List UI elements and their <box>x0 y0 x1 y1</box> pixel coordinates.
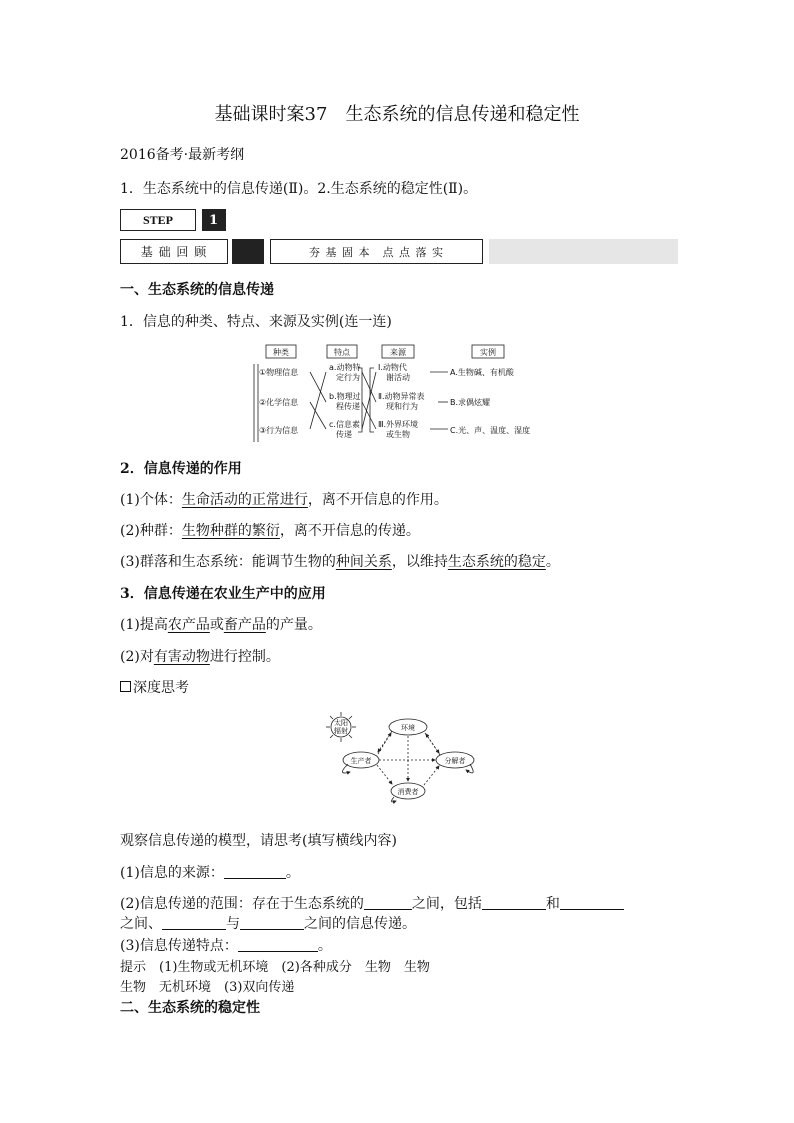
feature-b-1: b.物理过 <box>329 392 361 401</box>
q2-blank-3[interactable] <box>560 895 624 910</box>
type-physical: ①物理信息 <box>259 368 299 377</box>
q2-mid1: 之间，包括 <box>411 896 482 912</box>
q2-prefix: (2)信息传递的范围：存在于生态系统的 <box>120 896 364 912</box>
deep-think-row <box>120 677 189 697</box>
question-3 <box>120 935 332 955</box>
example-B: B.求偶炫耀 <box>450 398 491 407</box>
q2-blank-1[interactable] <box>364 895 412 910</box>
info-matching-diagram <box>250 340 550 444</box>
hint-line-2: 生物 无机环境 (3)双向传递 <box>120 980 295 995</box>
q2-blank-4[interactable] <box>162 915 226 930</box>
header-example: 实例 <box>480 348 496 357</box>
role3-suffix: 。 <box>545 554 560 570</box>
link-c1 <box>362 372 376 429</box>
role1-prefix: (1)个体： <box>120 492 182 508</box>
type-chemical: ②化学信息 <box>259 398 299 407</box>
exam-label: 2016备考·最新考纲 <box>120 147 245 163</box>
item3-suffix: 农业生产中的应用 <box>213 586 326 602</box>
producer-label: 生产者 <box>350 757 372 765</box>
banner-gray-fill <box>489 239 678 264</box>
app1-prefix: (1)提高 <box>120 617 168 633</box>
dashed-arrows <box>377 731 440 785</box>
banner-dark-block <box>232 239 264 264</box>
example-A: A.生物碱、有机酸 <box>450 368 514 377</box>
type-behavior: ③行为信息 <box>259 426 299 435</box>
item3-prefix: 3．信息传递 <box>120 586 200 602</box>
example-C: C.光、声、温度、湿度 <box>450 426 531 435</box>
feature-a-1: a.动物特 <box>329 363 361 372</box>
app1-suffix: 的产量。 <box>265 617 322 633</box>
checkbox-square-icon <box>120 681 131 692</box>
banner-right-label: 夯 基 固 本 点 点 落 实 <box>270 239 483 264</box>
feature-a-2: 定行为 <box>336 373 360 382</box>
page-title: 基础课时案37 生态系统的信息传递和稳定性 <box>214 104 580 125</box>
header-source: 来源 <box>390 348 406 357</box>
question-2-line-2 <box>120 913 416 933</box>
role1-answer: 生命活动的正常进行 <box>181 492 308 508</box>
syllabus-text: 1．生态系统中的信息传递(Ⅱ)。2.生态系统的稳定性(Ⅱ)。 <box>120 181 478 197</box>
role2-suffix: ，离不开信息的传递。 <box>279 523 420 539</box>
q2-line2-c: 之间的信息传递。 <box>304 916 416 932</box>
link-1b <box>310 372 326 402</box>
q2-blank-2[interactable] <box>482 895 546 910</box>
source-2-2: 现和行为 <box>386 402 418 411</box>
app-yield <box>120 614 322 634</box>
app2-suffix: 进行控制。 <box>209 649 280 665</box>
question-1 <box>120 862 300 882</box>
decomposer-label: 分解者 <box>444 757 466 765</box>
source-1-2: 谢活动 <box>386 373 410 382</box>
link-2c <box>310 402 326 429</box>
app1-a1: 农产品 <box>167 617 210 633</box>
role-community <box>120 551 560 571</box>
role-individual <box>120 489 448 509</box>
app1-mid: 或 <box>209 617 224 633</box>
q1-prefix: (1)信息的来源： <box>120 865 224 881</box>
feature-c-1: c.信息素 <box>329 420 360 429</box>
header-feature: 特点 <box>334 348 350 357</box>
environment-label: 环境 <box>401 724 415 732</box>
consumer-self-loop <box>391 797 396 802</box>
link-3a <box>310 372 326 429</box>
role-population <box>120 520 420 540</box>
q3-suffix: 。 <box>317 938 332 954</box>
app1-a2: 畜产品 <box>223 617 266 633</box>
feature-b-2: 程传递 <box>336 402 360 411</box>
deep-think-label: 深度思考 <box>133 680 189 696</box>
link-b3 <box>362 402 376 429</box>
observe-instruction: 观察信息传递的模型，请思考(填写横线内容) <box>120 833 397 849</box>
link-a2 <box>362 372 376 402</box>
q2-line2-a: 之间、 <box>120 916 162 932</box>
source-3-2: 或生物 <box>386 430 410 439</box>
q2-mid2: 和 <box>545 896 560 912</box>
role2-prefix: (2)种群： <box>120 523 182 539</box>
q1-suffix: 。 <box>285 865 300 881</box>
item-3-heading <box>120 583 326 603</box>
role1-suffix: ，离不开信息的作用。 <box>307 492 448 508</box>
app2-prefix: (2)对 <box>120 649 154 665</box>
section-1-heading: 一、生态系统的信息传递 <box>120 282 274 298</box>
feature-c-2: 传递 <box>336 430 352 439</box>
source-2-1: Ⅱ.动物异常表 <box>378 392 425 401</box>
item-1-heading: 1．信息的种类、特点、来源及实例(连一连) <box>120 314 392 330</box>
header-type: 种类 <box>273 348 289 357</box>
q2-line2-b: 与 <box>226 916 240 932</box>
producer-self-loop <box>342 764 350 773</box>
hint-line-1: 提示 (1)生物或无机环境 (2)各种成分 生物 生物 <box>120 960 430 975</box>
role2-answer: 生物种群的繁衍 <box>181 523 280 539</box>
sun-text-1: 太阳 <box>334 719 348 727</box>
source-1-1: Ⅰ.动物代 <box>378 363 407 372</box>
info-cycle-diagram <box>318 712 478 804</box>
step-label: STEP <box>120 209 196 231</box>
role3-answer1: 种间关系 <box>335 554 392 570</box>
question-2-line-1 <box>120 893 624 913</box>
sun-text-2: 辐射 <box>334 727 348 735</box>
left-bracket <box>254 364 258 442</box>
step-number: 1 <box>202 209 226 231</box>
role3-prefix: (3)群落和生态系统：能调节生物的 <box>120 554 336 570</box>
banner-left-label: 基 础 回 顾 <box>120 239 228 264</box>
item3-bold: 在 <box>199 586 214 602</box>
q3-prefix: (3)信息传递特点： <box>120 938 238 954</box>
item-2-heading: 2．信息传递的作用 <box>120 461 242 477</box>
source-3-1: Ⅲ.外界环境 <box>378 420 419 429</box>
q2-blank-5[interactable] <box>240 915 304 930</box>
source-bracket <box>370 368 374 432</box>
app-pest-control <box>120 646 280 666</box>
app2-a1: 有害动物 <box>153 649 210 665</box>
q3-blank[interactable] <box>238 937 318 952</box>
consumer-label: 消费者 <box>397 788 419 796</box>
q1-blank[interactable] <box>224 864 286 879</box>
role3-mid: ，以维持 <box>391 554 448 570</box>
section-2-heading: 二、生态系统的稳定性 <box>120 1000 260 1016</box>
role3-answer2: 生态系统的稳定 <box>447 554 546 570</box>
